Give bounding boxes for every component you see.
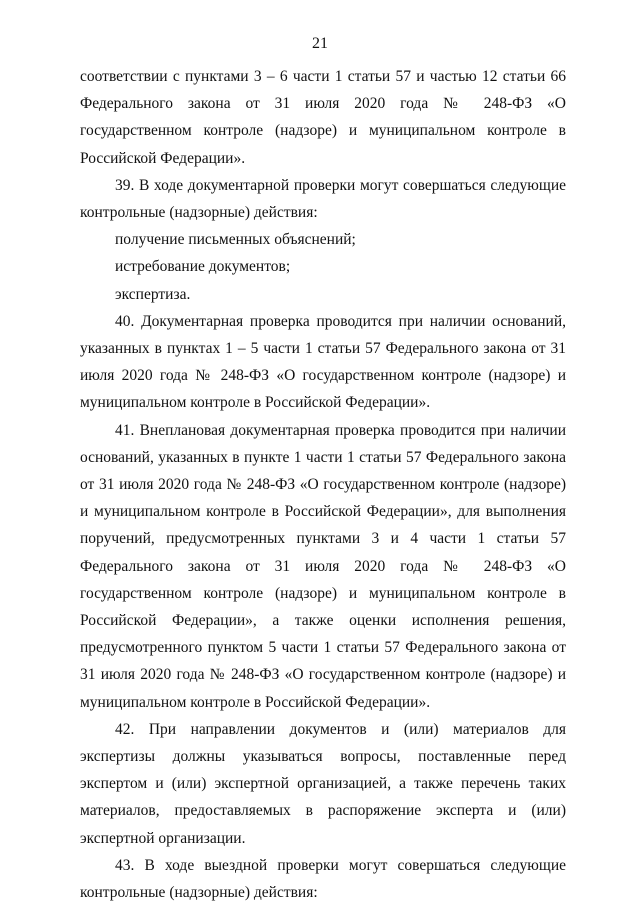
- list-item-expertise: экспертиза.: [115, 285, 191, 303]
- list-item-document-request: истребование документов;: [115, 258, 291, 276]
- page-number: 21: [312, 35, 328, 52]
- paragraph-39: 39. В ходе документарной проверки могут совершаться следующие контрольные (надзорные) действия:: [80, 176, 566, 222]
- paragraph-43: 43. В ходе выездной проверки могут совершаться следующие контрольные (надзорные) действия:: [80, 856, 566, 902]
- list-item-written-explanations: получение письменных объяснений;: [115, 231, 356, 249]
- document-body: [80, 63, 566, 906]
- paragraph-continuation: соответствии с пунктами 3 – 6 части 1 статьи 57 и частью 12 статьи 66 Федерального закона от 31 июля 2020 года № 248-ФЗ «О государственном контроле (надзоре) и муниципальном контроле в Российской Федерации».: [80, 68, 566, 167]
- paragraph-40: 40. Документарная проверка проводится при наличии оснований, указанных в пунктах 1 – 5 части 1 статьи 57 Федерального закона от 31 июля 2020 года № 248-ФЗ «О государственном контроле (надзоре) и муниципальном контроле в Российской Федерации».: [80, 312, 566, 412]
- paragraph-42: 42. При направлении документов и (или) материалов для экспертизы должны указываться вопросы, поставленные перед экспертом и (или) экспертной организацией, а также перечень таких материалов, предоставляемых в распоряжение эксперта и (или) экспертной организации.: [80, 720, 566, 847]
- paragraph-41: 41. Внеплановая документарная проверка проводится при наличии оснований, указанных в пункте 1 части 1 статьи 57 Федерального закона от 31 июля 2020 года № 248-ФЗ «О государственном контроле (надзоре) и муниципальном контроле в Российской Федерации», для выполнения поручений, предусмотренных пунктами 3 и 4 части 1 статьи 57 Федерального закона от 31 июля 2020 года № 248-ФЗ «О государственном контроле (надзоре) и муниципальном контроле в Российской Федерации», а также оценки исполнения решения, предусмотренного пунктом 5 части 1 статьи 57 Федерального закона от 31 июля 2020 года № 248-ФЗ «О государственном контроле (надзоре) и муниципальном контроле в Российской Федерации».: [80, 421, 566, 711]
